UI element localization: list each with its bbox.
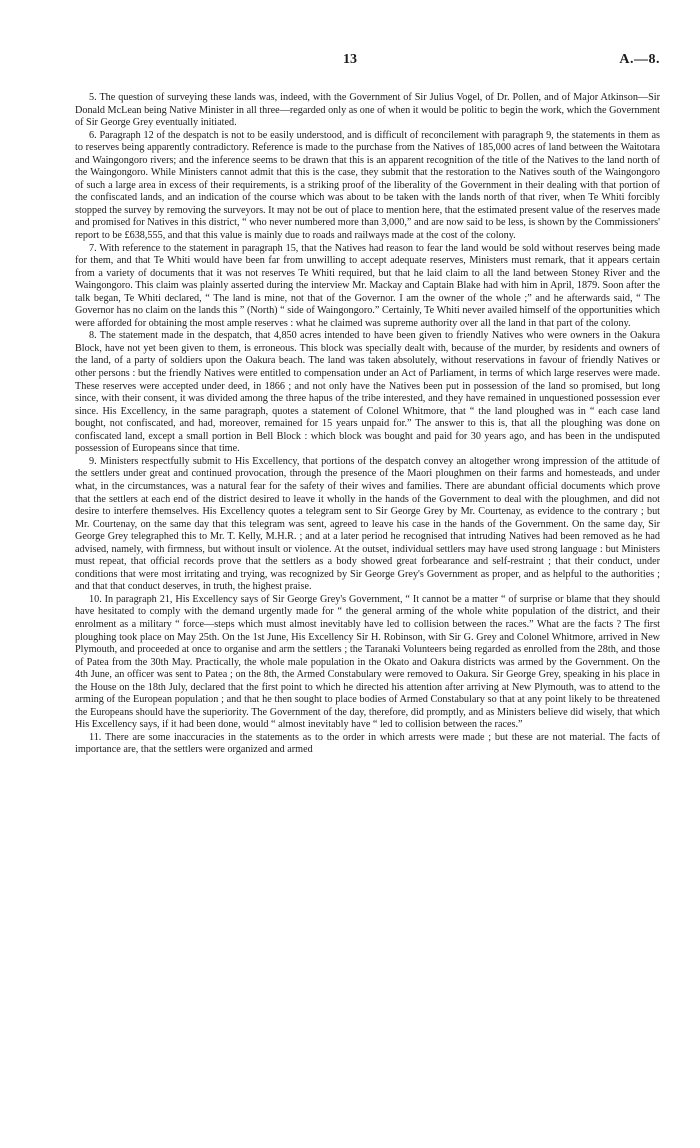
paragraph-10: 10. In paragraph 21, His Excellency says of Sir George Grey's Government, “ It cannot be a matter “ of surprise or blame that they should have hesitated to comply with the demand urgently made for “ the general arming of the whole white population of the district, and their enrolment as a military “ force—steps which must almost inevitably have led to collision between the races.” What are the facts ? The first ploughing took place on May 25th. On the 1st June, His Excellency Sir H. Robinson, with Sir G. Grey and Colonel Whitmore, arrived in New Plymouth, and proceeded at once to organise and arm the settlers ; the Taranaki Volunteers being regarded as enrolled from the 28th, and those of Patea from the 30th May. Practically, the whole male population in the Okato and Oakura districts was armed by the Government. On the 4th June, an officer was sent to Patea ; on the 8th, the Armed Constabulary were removed to Oakura. Sir George Grey, speaking in his place in the House on the 18th July, declared that the first point to which he directed his attention after arriving at New Plymouth, was to attend to the arming of the European population ; and that he then sought to place bodies of Armed Constabulary so that at any point likely to be threatened the Europeans should have the superiority. The Government of the day, therefore, did promptly, and as Ministers believe did wisely, that which His Excellency says, if it had been done, would “ almost inevitably have “ led to collision between the races.” bbox=[75, 593, 660, 731]
paragraph-8: 8. The statement made in the despatch, that 4,850 acres intended to have been given to friendly Natives who were owners in the Oakura Block, have not yet been given to them, is erroneous. This block was specially dealt with, because of the murder, by residents and owners of the land, of a party of soldiers upon the Oakura beach. The land was taken absolutely, without reservations in favour of friendly Natives or other persons : but the friendly Natives were entitled to compensation under an Act of Parliament, in terms of which large reserves were made. These reserves were accepted under deed, in 1866 ; and not only have the Natives been put in possession of the land so promised, but long since, with their consent, it was divided among the three hapus of the tribe interested, and they have remained in unquestioned possession ever since. His Excellency, in the same paragraph, quotes a statement of Colonel Whitmore, that “ the land ploughed was in “ each case land bought, not confiscated, and had, moreover, remained for 15 years unpaid for.” The answer to this is, that all the ploughing was done on confiscated land, except a small portion in Bell Block : which block was bought and paid for 30 years ago, and has been in the undisputed possession of Europeans since that time. bbox=[75, 330, 660, 455]
document-reference: A.—8. bbox=[619, 52, 660, 67]
paragraph-9: 9. Ministers respectfully submit to His Excellency, that portions of the despatch convey an altogether wrong impression of the attitude of the settlers under great and continued provocation, through the presence of the Maori ploughmen on their farms and homesteads, and under what, in the circumstances, was a natural fear for the safety of their wives and families. There are abundant official documents which prove that the settlers at each end of the district desired to leave it wholly in the hands of the Government to deal with the ploughmen, and did not desire to interfere themselves. His Excellency quotes a telegram sent to Sir George Grey by Mr. Courtenay, as evidence to the contrary ; but Mr. Courtenay, on the same day that this telegram was sent, agreed to leave his case in the hands of the Government. On the same day, Sir George Grey telegraphed this to Mr. T. Kelly, M.H.R. ; and at a later period he recognised that intruding Natives had been removed as he had advised, namely, with firmness, but without insult or violence. At the outset, individual settlers may have used strong language : but Ministers must repeat, that official records prove that the settlers as a body showed great forbearance and self-restraint ; that their conduct, under conditions that were most irritating and trying, was recognized by Sir George Grey's Government as proper, and as helpful to the authorities ; and that that conduct deserves, in truth, the highest praise. bbox=[75, 455, 660, 593]
paragraph-6: 6. Paragraph 12 of the despatch is not to be easily understood, and is difficult of reconcilement with paragraph 9, the statements in them as to reserves being apparently contradictory. Reference is made to the purchase from the Natives of 185,000 acres of land between the Waitotara and Waingongoro rivers; and the inference seems to be drawn that this is an apparent recognition of the title of the Natives to the land north of the Waingongoro. While Ministers cannot admit that this is the case, they submit that the restoration to the Natives south of the Waingongoro of such a large area in excess of their requirements, is a striking proof of the liberality of the Government in their dealing with that portion of the confiscated lands, and an indication of the course which was about to be taken with the lands north of that river, when Te Whiti forcibly stopped the survey by removing the surveyors. It may not be out of place to mention here, that the estimated present value of the reserves made and promised for Natives in this district, “ who never numbered more than 3,000,” and are now said to be less, is shown by the Commissioners' report to be £638,555, and that this value is mainly due to roads and railways made at the cost of the colony. bbox=[75, 129, 660, 242]
paragraph-7: 7. With reference to the statement in paragraph 15, that the Natives had reason to fear the land would be sold without reserves being made for them, and that Te Whiti would have been far from unwilling to accept adequate reserves, Ministers must remark, that it appears certain from a variety of documents that it was not reserves Te Whiti required, but that he laid claim to all the land between Stoney River and the Waingongoro. This claim was plainly asserted during the interview Mr. Mackay and Captain Blake had with him in April, 1879. Soon after the talk began, Te Whiti declared, “ The land is mine, not that of the Governor. I am the owner of the whole ;” and he afterwards said, “ The Governor has no claim on the lands this ” (North) “ side of Waingongoro.” Certainly, Te Whiti never availed himself of the opportunities which were afforded for obtaining the most ample reserves : what he claimed was supreme authority over all the land in that part of the colony. bbox=[75, 242, 660, 329]
paragraph-5: 5. The question of surveying these lands was, indeed, with the Government of Sir Julius Vogel, of Dr. Pollen, and of Major Atkinson—Sir Donald McLean being Native Minister in all three—regarded only as one of when it would be politic to begin the work, which the Government of Sir George Grey eventually initiated. bbox=[75, 92, 660, 129]
body-text bbox=[75, 92, 660, 757]
page-number: 13 bbox=[343, 52, 357, 67]
paragraph-11: 11. There are some inaccuracies in the statements as to the order in which arrests were made ; but these are not material. The facts of importance are, that the settlers were organized and armed bbox=[75, 731, 660, 756]
